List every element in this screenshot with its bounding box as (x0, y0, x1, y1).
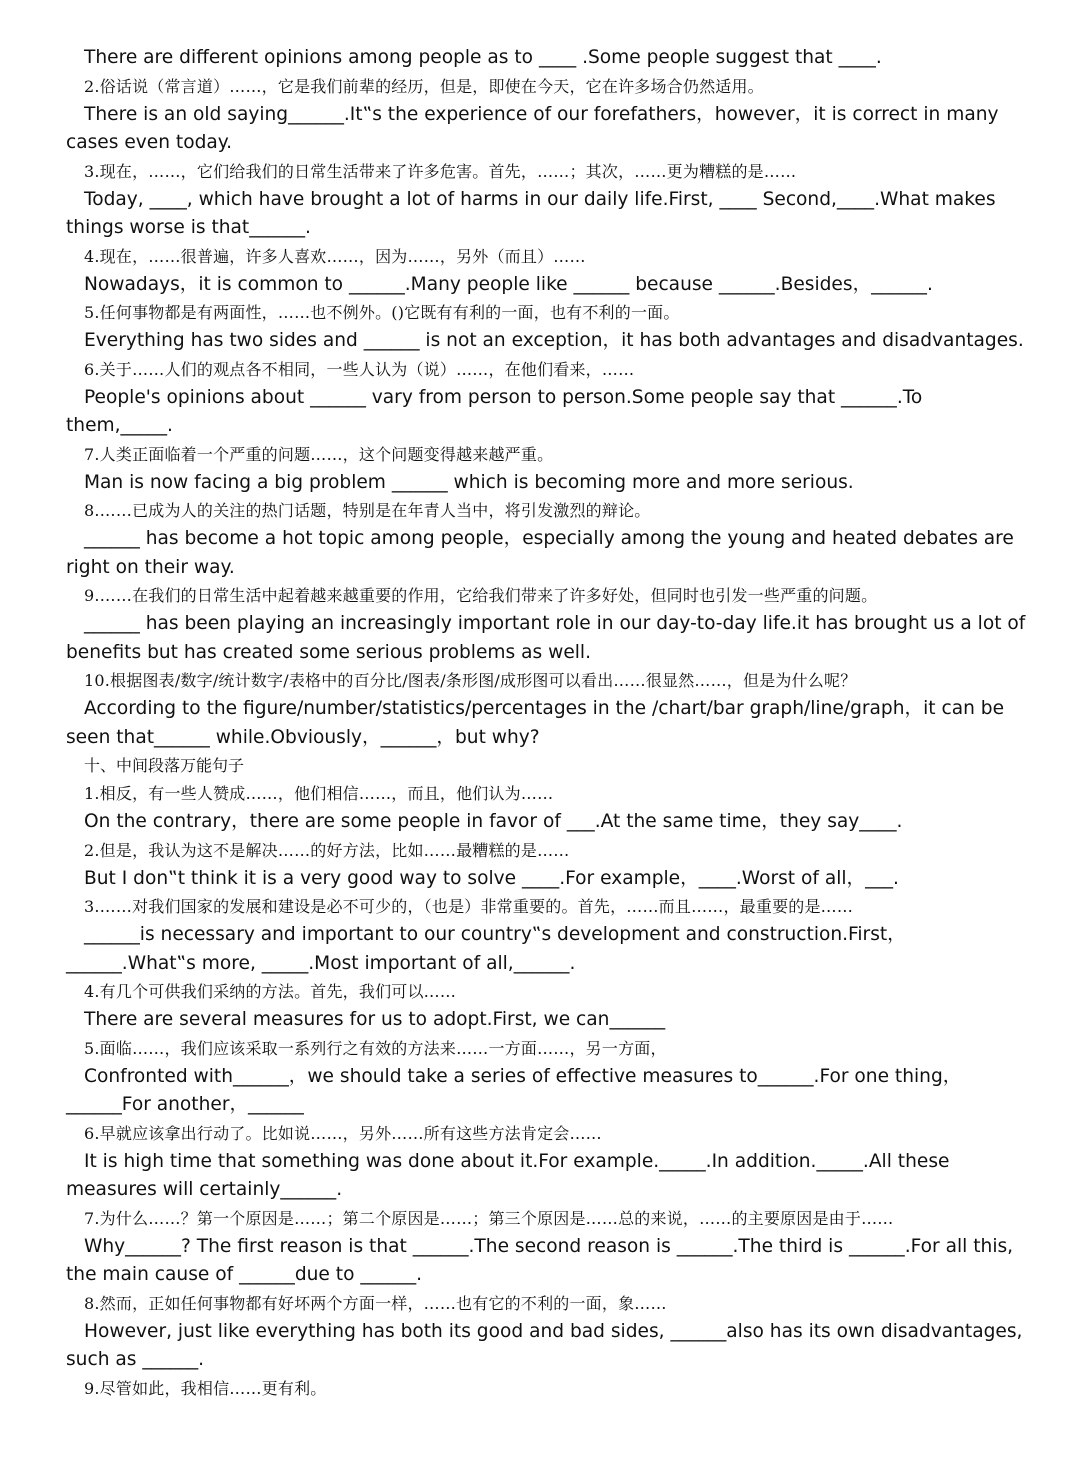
chinese-middle-4: 4.有几个可供我们采纳的方法。首先，我们可以…… (84, 982, 457, 1001)
english-middle-6: It is high time that something was done about it.For example._____.In addition._____.All these measures will certainly______. (66, 1150, 956, 1200)
english-line-4: Nowadays，it is common to ______.Many people like ______ because ______.Besides，______. (84, 273, 933, 295)
chinese-middle-8: 8.然而，正如任何事物都有好坏两个方面一样，……也有它的不利的一面，象…… (84, 1293, 667, 1313)
english-middle-1: On the contrary，there are some people in favor of ___.At the same time，they say____. (84, 811, 903, 832)
english-line-3: Today, ____, which have brought a lot of harms in our daily life.First, ____ Second,____.What makes things worse is that______. (66, 188, 1002, 238)
english-middle-4: There are several measures for us to adopt.First, we can______ (84, 1009, 666, 1030)
english-middle-5: Confronted with______，we should take a series of effective measures to______.For one thing，______For another，______ (66, 1065, 962, 1115)
chinese-line-5: 5.任何事物都是有两面性，……也不例外。()它既有有利的一面，也有不利的一面。 (84, 303, 680, 322)
chinese-line-3: 3.现在，……，它们给我们的日常生活带来了许多危害。首先，……；其次，……更为糟糕的是…… (84, 161, 797, 181)
document-page (66, 44, 1032, 1403)
chinese-line-8: 8.……已成为人的关注的热门话题，特别是在年青人当中，将引发激烈的辩论。 (84, 501, 651, 520)
english-middle-8: However, just like everything has both its good and bad sides, ______also has its own disadvantages, such as ______. (66, 1320, 1029, 1370)
section-heading: 十、中间段落万能句子 (84, 756, 245, 775)
english-middle-2: But I don‟t think it is a very good way to solve ____.For example，____.Worst of all，___. (84, 867, 899, 889)
english-line-5: Everything has two sides and ______ is not an exception，it has both advantages and disadvantages. (84, 330, 1024, 351)
english-line-10: According to the figure/number/statistics/percentages in the /chart/bar graph/line/graph，it can be seen that______ while.Obviously，______，but why? (66, 698, 1010, 748)
chinese-middle-1: 1.相反，有一些人赞成……，他们相信……，而且，他们认为…… (84, 784, 554, 803)
chinese-middle-3: 3.……对我们国家的发展和建设是必不可少的，（也是）非常重要的。首先，……而且……，最重要的是…… (84, 897, 854, 916)
chinese-line-2: 2.俗话说（常言道）……，它是我们前辈的经历，但是，即使在今天，它在许多场合仍然适用。 (84, 76, 764, 96)
english-line-2: There is an old saying______.It‟s the experience of our forefathers，however，it is correct in many cases even today. (66, 103, 1005, 153)
chinese-middle-6: 6.早就应该拿出行动了。比如说……，另外……所有这些方法肯定会…… (84, 1123, 602, 1143)
chinese-line-10: 10.根据图表/数字/统计数字/表格中的百分比/图表/条形图/成形图可以看出……很显然……，但是为什么呢？ (84, 671, 857, 690)
chinese-middle-5: 5.面临……，我们应该采取一系列行之有效的方法来……一方面……，另一方面， (84, 1038, 667, 1058)
chinese-middle-7: 7.为什么……？第一个原因是……；第二个原因是……；第三个原因是……总的来说，……的主要原因是由于…… (84, 1208, 894, 1228)
english-middle-3: ______is necessary and important to our country‟s development and construction.First，______.What‟s more, _____.Most important of all,______. (66, 924, 906, 974)
chinese-line-6: 6.关于……人们的观点各不相同，一些人认为（说）……，在他们看来，…… (84, 359, 635, 379)
chinese-line-7: 7.人类正面临着一个严重的问题……，这个问题变得越来越严重。 (84, 444, 554, 464)
english-line-8: ______ has become a hot topic among people，especially among the young and heated debates are right on their way. (66, 528, 1020, 578)
chinese-middle-9: 9.尽管如此，我相信……更有利。 (84, 1378, 327, 1398)
chinese-middle-2: 2.但是，我认为这不是解决……的好方法，比如……最糟糕的是…… (84, 840, 570, 860)
english-line-1-tail: There are different opinions among people as to ____ .Some people suggest that ____. (84, 47, 882, 68)
english-line-7: Man is now facing a big problem ______ which is becoming more and more serious. (84, 471, 854, 493)
chinese-line-9: 9.……在我们的日常生活中起着越来越重要的作用，它给我们带来了许多好处，但同时也引发一些严重的问题。 (84, 586, 878, 605)
chinese-line-4: 4.现在，……很普遍，许多人喜欢……，因为……，另外（而且）…… (84, 246, 586, 266)
english-middle-7: Why______? The first reason is that ______.The second reason is ______.The third is ______.For all this, the main cause of ______due to ______. (66, 1235, 1020, 1285)
english-line-6: People's opinions about ______ vary from person to person.Some people say that ______.To them,_____. (66, 386, 929, 436)
english-line-9: ______ has been playing an increasingly important role in our day-to-day life.it has brought us a lot of benefits but has created some serious problems as well. (66, 613, 1032, 663)
